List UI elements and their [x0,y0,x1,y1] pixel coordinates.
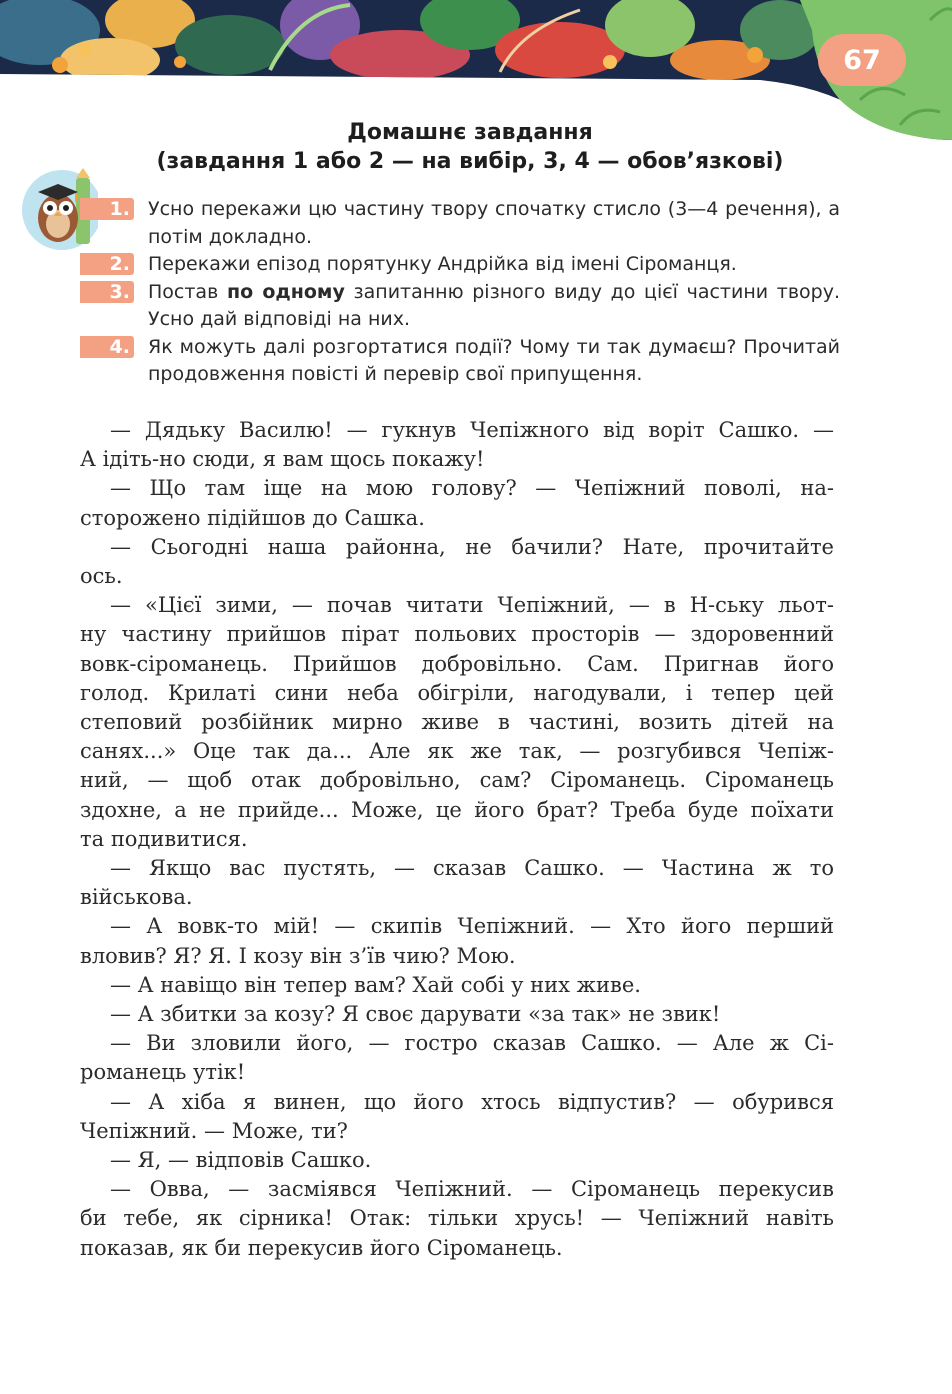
story-line: — Я, — відповів Сашко. [110,1148,372,1173]
story-line: показав, як би перекусив його Сіроманець. [80,1235,563,1260]
homework-heading [80,118,860,176]
story-text [80,416,834,1263]
task-number-badge: 1. [80,198,134,220]
story-line: вовк-сіроманець. Прийшов добровільно. Сам. Пригнав його [80,651,834,676]
story-line: та подивитися. [80,826,248,851]
story-line: — Сьогодні наша районна, не бачили? Нате, прочитайте [110,534,834,559]
task-number-badge: 2. [80,253,134,275]
task-text: Перекажи епізод порятунку Андрійка від імені Сіроманця. [148,253,737,275]
task-text: Як можуть далі розгортатися події? Чому ти так думаєш? Прочитай продовження повісті й перевір свої припущення. [148,335,840,385]
page-number: 67 [818,34,906,86]
story-line: романець утік! [80,1060,246,1085]
story-line: ну частину прийшов пірат польових просторів — здоровенний [80,622,834,647]
story-line: — Овва, — засміявся Чепіжний. — Сіроманець перекусив [110,1177,834,1202]
story-line: би тебе, як сірника! Отак: тільки хрусь! — Чепіжний навіть [80,1206,834,1231]
story-line: степовий розбійник мирно живе в частині, возить дітей на [80,710,834,735]
homework-title: Домашнє завдання [347,120,593,145]
story-line: сторожено підійшов до Сашка. [80,505,425,530]
story-line: — А вовк-то мій! — скипів Чепіжний. — Хто його перший [110,914,834,939]
story-line: військова. [80,885,193,910]
task-number-badge: 3. [80,281,134,303]
story-line: ось. [80,564,123,589]
task-text-part: запитанню різного виду до цієї частини твору. Усно дай відповіді на них. [148,280,841,330]
story-line: — Якщо вас пустять, — сказав Сашко. — Частина ж то [110,856,834,881]
homework-task-list [80,196,840,389]
story-line: — «Цієї зими, — почав читати Чепіжний, — в Н-ську льот- [110,593,834,618]
story-line: ний, — щоб отак добровільно, сам? Сіроманець. Сіроманець [80,768,834,793]
task-item-1 [80,196,840,251]
task-item-2 [80,251,840,279]
story-line: здохне, а не прийде... Може, це його брат? Треба буде поїхати [80,797,834,822]
task-number-badge: 4. [80,336,134,358]
task-text-part: Постав [148,280,227,303]
story-line: голод. Крилаті сини неба обігріли, нагодували, і тепер цей [80,680,834,705]
story-line: А ідіть-но сюди, я вам щось покажу! [80,447,485,472]
story-line: — Дядьку Василю! — гукнув Чепіжного від воріт Сашко. — [110,418,834,442]
task-text: Усно перекажи цю частину твору спочатку стисло (3—4 речення), а потім докладно. [148,198,840,248]
task-item-4 [80,334,840,389]
task-text [148,279,840,334]
story-line: — А збитки за козу? Я своє дарувати «за так» не звик! [110,1002,721,1027]
story-line: — А навіщо він тепер вам? Хай собі у них живе. [110,972,641,997]
story-line: — Ви зловили його, — гостро сказав Сашко. — Але ж Сі- [110,1031,834,1056]
homework-subtitle: (завдання 1 або 2 — на вибір, 3, 4 — обов’язкові) [156,149,784,174]
story-line: — А хіба я винен, що його хтось відпустив? — обурився [110,1089,834,1114]
story-line: Чепіжний. — Може, ти? [80,1118,348,1143]
story-line: — Що там іще на мою голову? — Чепіжний поволі, на- [110,476,834,501]
task-text-bold: по одному [226,280,345,303]
story-line: санях...» Оце так да... Але як же так, — розгубився Чепіж- [80,739,834,764]
story-line: вловив? Я? Я. І козу він з’їв чию? Мою. [80,943,516,968]
task-item-3 [80,279,840,334]
